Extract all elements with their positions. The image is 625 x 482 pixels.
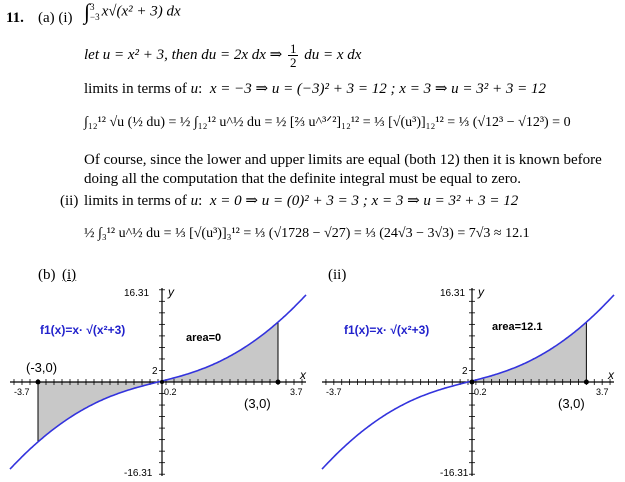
graph-i-label: (i) (62, 267, 77, 283)
point-left-label-i: (-3,0) (26, 360, 58, 375)
x-axis-name-i: x (300, 368, 306, 382)
x-min-label-i: -3.7 (14, 387, 30, 397)
y-axis-name-i: y (168, 285, 174, 299)
limits-line-i: limits in terms of u: x = −3 ⇒ u = (−3)² + 3 = 12 ; x = 3 ⇒ u = 3² + 3 = 12 (84, 81, 546, 97)
limits-line-ii: limits in terms of u: x = 0 ⇒ u = (0)² + 3 = 3 ; x = 3 ⇒ u = 3² + 3 = 12 (84, 193, 519, 209)
computation-line-ii: ½ ∫₃¹² u^½ du = ⅓ [√(u³)]₃¹² = ⅓ (√1728 − √27) = ⅓ (24√3 − 3√3) = 7√3 ≈ 12.1 (84, 226, 530, 241)
graph-ii-label: (ii) (328, 267, 347, 283)
point-right-label-i: (3,0) (244, 396, 271, 411)
y-tick-label-ii: 2 (462, 366, 468, 377)
part-a-label: (a) (i) (38, 10, 73, 26)
function-label-ii: f1(x)=x· √(x²+3) (344, 323, 430, 337)
x-max-label-i: 3.7 (290, 387, 303, 397)
graph-ii (314, 282, 625, 480)
point-right-ii (584, 380, 589, 385)
function-label-i: f1(x)=x· √(x²+3) (40, 323, 126, 337)
y-tick-label-i: 2 (152, 366, 158, 377)
x-min-label-ii: -3.7 (326, 387, 342, 397)
graph-i (0, 282, 312, 480)
remark-line-2: doing all the computation that the definite integral must be equal to zero. (84, 171, 521, 187)
origin-point-i (160, 380, 164, 384)
x-tick-label-ii: 0.2 (474, 387, 487, 397)
substitution-line: let u = x² + 3, then du = 2x dx ⇒ $\frac{1}{2}$ du = x dx (84, 41, 362, 70)
area-label-ii: area=12.1 (492, 321, 543, 333)
x-max-label-ii: 3.7 (596, 387, 609, 397)
part-b-label: (b) (38, 267, 56, 283)
computation-line-i: ∫₁₂¹² √u (½ du) = ½ ∫₁₂¹² u^½ du = ½ [⅔ u^³ᐟ²]₁₂¹² = ⅓ [√(u³)]₁₂¹² = ⅓ (√12³ − √12³) = 0 (84, 115, 571, 130)
x-axis-name-ii: x (608, 368, 614, 382)
point-right-label-ii: (3,0) (558, 396, 585, 411)
integral-expression: ∫ 3 −3 x√(x² + 3) dx (84, 0, 181, 24)
x-tick-label-i: 0.2 (164, 387, 177, 397)
y-axis-name-ii: y (478, 285, 484, 299)
point-right-i (276, 380, 281, 385)
part-ii-label: (ii) (60, 193, 79, 209)
remark-line-1: Of course, since the lower and upper limits are equal (both 12) then it is known before (84, 152, 602, 168)
point-left-i (36, 380, 41, 385)
y-max-label-i: 16.31 (124, 288, 150, 299)
y-min-label-ii: -16.31 (440, 468, 469, 479)
area-label-i: area=0 (186, 332, 222, 344)
y-min-label-i: -16.31 (124, 468, 153, 479)
problem-number: 11. (6, 10, 24, 26)
y-max-label-ii: 16.31 (440, 288, 466, 299)
origin-point-ii (470, 380, 475, 385)
